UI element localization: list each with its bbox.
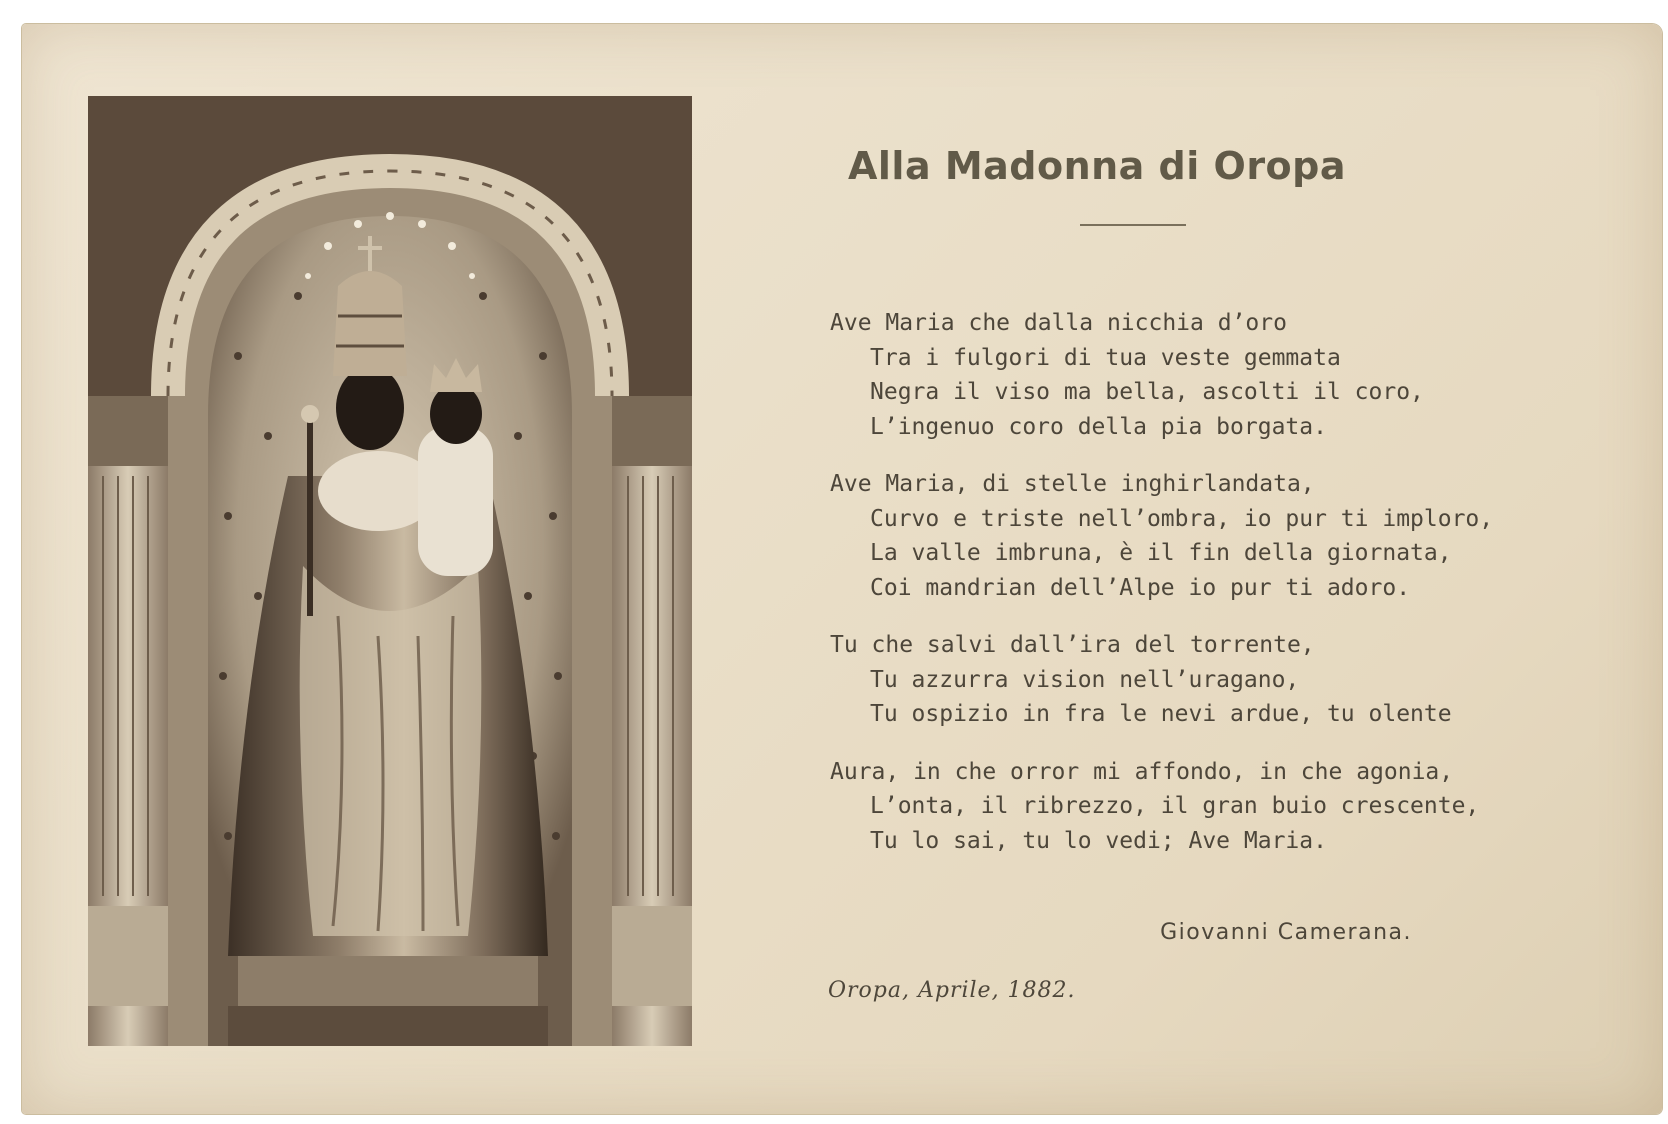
poem-line: Negra il viso ma bella, ascolti il coro, (870, 379, 1424, 405)
poem-stanza-1 (830, 306, 1470, 444)
poem-line: Aura, in che orror mi affondo, in che agonia, (830, 758, 1454, 785)
poem-line: Tu che salvi dall’ira del torrente, (830, 632, 1315, 658)
poem-line: L’ingenuo coro della pia borgata. (870, 413, 1327, 440)
poem-line: Tu ospizio in fra le nevi ardue, tu olente (870, 701, 1452, 727)
black-madonna-statue-icon (88, 96, 692, 1046)
poem-body (830, 306, 1494, 881)
poem-stanza-4 (830, 755, 1480, 859)
poem-line: La valle imbruna, è il fin della giornata, (870, 540, 1452, 566)
poem-line: Ave Maria che dalla nicchia d’oro (830, 310, 1287, 336)
poem-line: Tu lo sai, tu lo vedi; Ave Maria. (870, 827, 1327, 854)
poem-stanza-2 (830, 467, 1494, 605)
poem-line: Tu azzurra vision nell’uragano, (870, 666, 1300, 693)
poem-line: Tra i fulgori di tua veste gemmata (870, 344, 1341, 371)
poem-stanza-3 (830, 628, 1470, 732)
poem-author: Giovanni Camerana. (1160, 920, 1412, 945)
poem-line: Ave Maria, di stelle inghirlandata, (830, 471, 1315, 497)
poem-line: Curvo e triste nell’ombra, io pur ti imploro, (870, 505, 1494, 532)
poem-title: Alla Madonna di Oropa (847, 144, 1347, 188)
madonna-statue-picture (88, 96, 692, 1046)
title-divider (1080, 224, 1186, 226)
postcard (22, 24, 1662, 1114)
poem-line: Coi mandrian dell’Alpe io pur ti adoro. (870, 574, 1411, 601)
poem-line: L’onta, il ribrezzo, il gran buio crescente, (870, 793, 1480, 819)
place-and-date: Oropa, Aprile, 1882. (828, 978, 1076, 1003)
